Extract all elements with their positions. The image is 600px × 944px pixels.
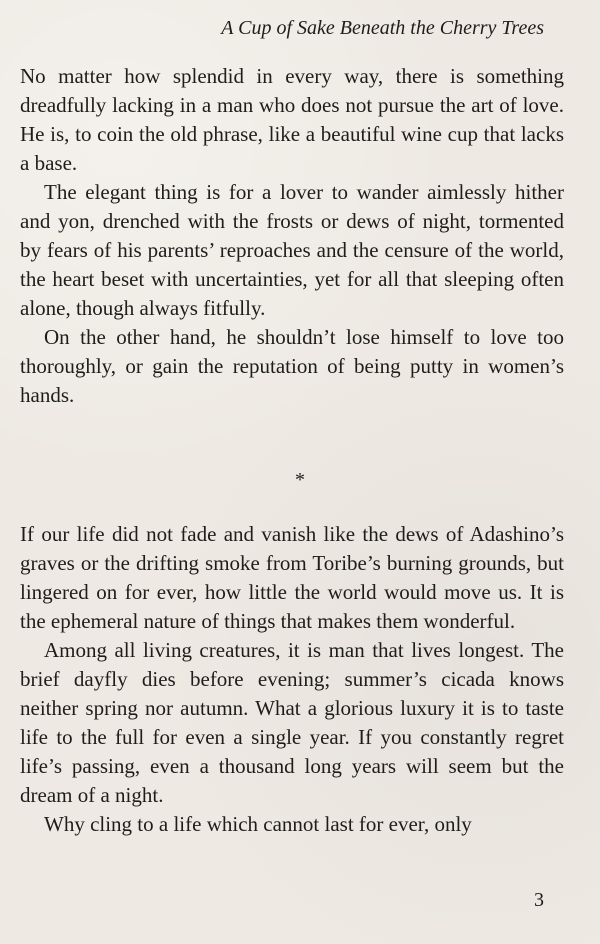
section-separator: * xyxy=(295,469,305,491)
paragraph: The elegant thing is for a lover to wander aimlessly hither and yon, drenched with the frosts or dews of night, tormented by fears of his parents’ reproaches and the censure of the world, the heart beset with uncertainties, yet for all that sleeping often alone, though always fitfully. xyxy=(20,180,564,320)
running-header-title: A Cup of Sake Beneath the Cherry Trees xyxy=(221,17,544,39)
paragraph: Among all living creatures, it is man that lives longest. The brief dayfly dies before evening; summer’s cicada knows neither spring nor autumn. What a glorious luxury it is to taste life to the full for even a single year. If you constantly regret life’s passing, even a thousand long years will seem but the dream of a night. xyxy=(20,638,564,807)
paragraph: Why cling to a life which cannot last for ever, only xyxy=(44,812,472,836)
paragraph: If our life did not fade and vanish like the dews of Adashino’s graves or the drifting smoke from Toribe’s burning grounds, but lingered on for ever, how little the world would move us. It is the ephemeral nature of things that makes them wonderful. xyxy=(20,522,564,633)
paragraph: No matter how splendid in every way, there is something dreadfully lacking in a man who does not pursue the art of love. He is, to coin the old phrase, like a beautiful wine cup that lacks a base. xyxy=(20,64,564,175)
section-one-text xyxy=(20,62,564,410)
paragraph: On the other hand, he shouldn’t lose himself to love too thoroughly, or gain the reputation of being putty in women’s hands. xyxy=(20,325,564,407)
page-number: 3 xyxy=(534,889,544,911)
section-two-text xyxy=(20,520,564,839)
